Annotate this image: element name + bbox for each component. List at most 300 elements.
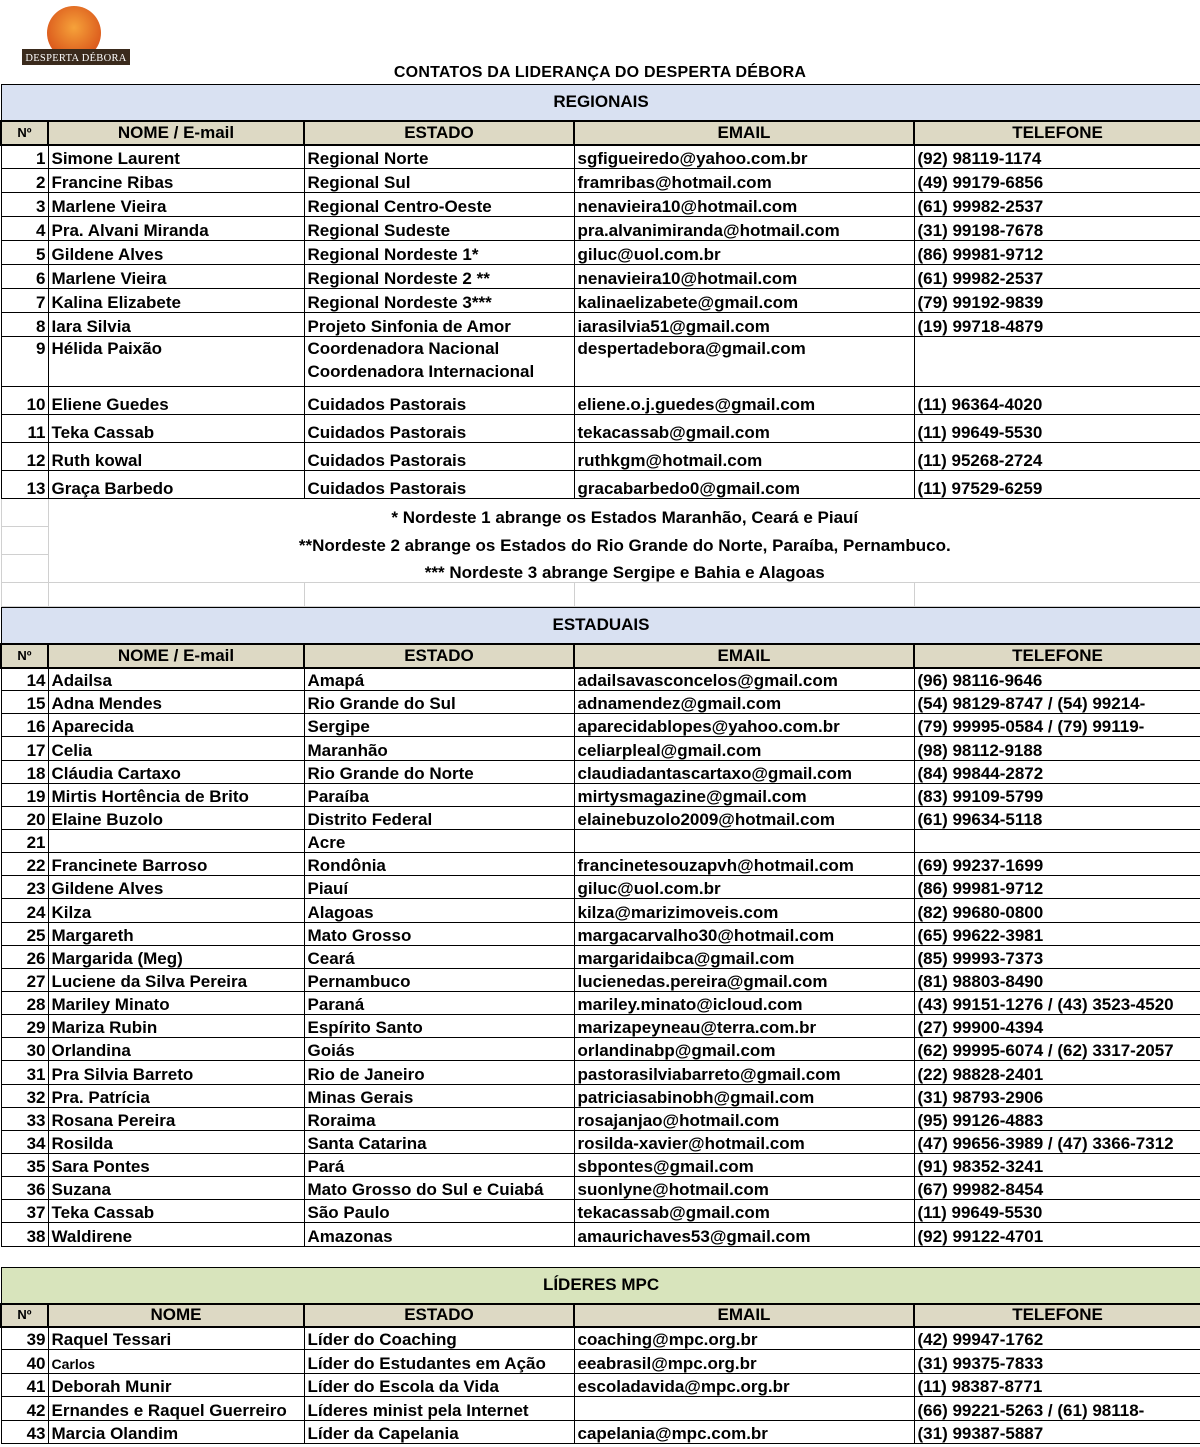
contact-telefone: (84) 99844-2872 xyxy=(914,760,1200,783)
table-row xyxy=(1,783,1200,806)
contact-email: adnamendez@gmail.com xyxy=(574,691,914,714)
row-number: 31 xyxy=(1,1061,48,1084)
contact-email: giluc@uol.com.br xyxy=(574,241,914,265)
footnote: * Nordeste 1 abrange os Estados Maranhão, Ceará e Piauí xyxy=(391,507,859,527)
header-email: EMAIL xyxy=(574,1304,914,1327)
contact-name: Margarida (Meg) xyxy=(48,945,304,968)
estado-line-1: Coordenadora Nacional xyxy=(307,339,500,358)
table-row xyxy=(1,1397,1200,1420)
row-number: 15 xyxy=(1,691,48,714)
contact-estado: Paraná xyxy=(304,991,574,1014)
contact-name: Simone Laurent xyxy=(48,145,304,169)
contact-telefone: (27) 99900-4394 xyxy=(914,1015,1200,1038)
contact-estado: Minas Gerais xyxy=(304,1084,574,1107)
contact-email: ruthkgm@hotmail.com xyxy=(574,443,914,471)
header-telefone: TELEFONE xyxy=(914,1304,1200,1327)
note-row xyxy=(1,555,1200,583)
contact-email: tekacassab@gmail.com xyxy=(574,1200,914,1223)
header-estado: ESTADO xyxy=(304,1304,574,1327)
logo-text: DESPERTA DÉBORA xyxy=(25,53,127,64)
table-row xyxy=(1,1130,1200,1153)
contact-estado: Pernambuco xyxy=(304,968,574,991)
contact-email: margacarvalho30@hotmail.com xyxy=(574,922,914,945)
header-num: Nº xyxy=(1,1304,48,1327)
contact-telefone: (86) 99981-9712 xyxy=(914,241,1200,265)
contact-estado: Santa Catarina xyxy=(304,1130,574,1153)
contact-estado: Regional Nordeste 2 ** xyxy=(304,265,574,289)
table-row xyxy=(1,1038,1200,1061)
contact-estado: Regional Nordeste 1* xyxy=(304,241,574,265)
contact-estado: Pará xyxy=(304,1153,574,1176)
row-number: 43 xyxy=(1,1420,48,1443)
header-num: Nº xyxy=(1,644,48,668)
contact-email: eeabrasil@mpc.org.br xyxy=(574,1350,914,1373)
contact-telefone: (54) 98129-8747 / (54) 99214- xyxy=(914,691,1200,714)
contact-telefone: (69) 99237-1699 xyxy=(914,853,1200,876)
contact-name: Pra. Patrícia xyxy=(48,1084,304,1107)
contact-estado: Líder do Escola da Vida xyxy=(304,1373,574,1396)
contact-name: Ruth kowal xyxy=(48,443,304,471)
row-number: 41 xyxy=(1,1373,48,1396)
contact-telefone: (31) 99375-7833 xyxy=(914,1350,1200,1373)
header-telefone: TELEFONE xyxy=(914,121,1200,145)
contact-email: rosilda-xavier@hotmail.com xyxy=(574,1130,914,1153)
note-row xyxy=(1,527,1200,555)
table-row xyxy=(1,1061,1200,1084)
contact-email: nenavieira10@hotmail.com xyxy=(574,193,914,217)
contact-telefone: (19) 99718-4879 xyxy=(914,313,1200,337)
row-number: 9 xyxy=(1,337,48,387)
note-row xyxy=(1,499,1200,527)
contact-email: tekacassab@gmail.com xyxy=(574,415,914,443)
contact-name: Marcia Olandim xyxy=(48,1420,304,1443)
contact-telefone: (61) 99982-2537 xyxy=(914,265,1200,289)
table-row xyxy=(1,691,1200,714)
header-row xyxy=(1,121,1200,145)
contact-estado: Líderes minist pela Internet xyxy=(304,1397,574,1420)
table-row xyxy=(1,876,1200,899)
row-number: 7 xyxy=(1,289,48,313)
contact-email: lucienedas.pereira@gmail.com xyxy=(574,968,914,991)
contact-estado: Regional Norte xyxy=(304,145,574,169)
contact-estado: Distrito Federal xyxy=(304,806,574,829)
contact-estado: Cuidados Pastorais xyxy=(304,443,574,471)
row-number: 19 xyxy=(1,783,48,806)
contact-estado: Maranhão xyxy=(304,737,574,760)
blank-cell xyxy=(574,583,914,607)
contact-email: rosajanjao@hotmail.com xyxy=(574,1107,914,1130)
header-row xyxy=(1,644,1200,668)
blank-cell xyxy=(1,527,48,555)
contact-estado: Ceará xyxy=(304,945,574,968)
contact-email: sbpontes@gmail.com xyxy=(574,1153,914,1176)
contact-name: Margareth xyxy=(48,922,304,945)
contact-email: sgfigueiredo@yahoo.com.br xyxy=(574,145,914,169)
table-row xyxy=(1,1420,1200,1443)
contact-name: Mirtis Hortência de Brito xyxy=(48,783,304,806)
header-email: EMAIL xyxy=(574,644,914,668)
row-number: 14 xyxy=(1,668,48,691)
contact-email: suonlyne@hotmail.com xyxy=(574,1177,914,1200)
contact-estado xyxy=(304,337,574,387)
contact-email: celiarpleal@gmail.com xyxy=(574,737,914,760)
contact-telefone: (96) 98116-9646 xyxy=(914,668,1200,691)
contact-estado: Paraíba xyxy=(304,783,574,806)
contact-name: Francine Ribas xyxy=(48,169,304,193)
contact-estado: Rio Grande do Norte xyxy=(304,760,574,783)
contact-name: Carlos xyxy=(48,1350,304,1373)
contact-telefone: (43) 99151-1276 / (43) 3523-4520 xyxy=(914,991,1200,1014)
row-number: 42 xyxy=(1,1397,48,1420)
blank-cell xyxy=(48,583,304,607)
contact-estado: Mato Grosso do Sul e Cuiabá xyxy=(304,1177,574,1200)
header-estado: ESTADO xyxy=(304,644,574,668)
contact-estado: Projeto Sinfonia de Amor xyxy=(304,313,574,337)
table-row xyxy=(1,415,1200,443)
row-number: 20 xyxy=(1,806,48,829)
row-number: 38 xyxy=(1,1223,48,1246)
contact-estado: Rio de Janeiro xyxy=(304,1061,574,1084)
row-number: 16 xyxy=(1,714,48,737)
contact-estado: Amapá xyxy=(304,668,574,691)
contact-email xyxy=(574,829,914,852)
header-telefone: TELEFONE xyxy=(914,644,1200,668)
row-number: 17 xyxy=(1,737,48,760)
contact-email: iarasilvia51@gmail.com xyxy=(574,313,914,337)
contact-name: Adna Mendes xyxy=(48,691,304,714)
contact-estado: Goiás xyxy=(304,1038,574,1061)
contact-telefone: (11) 97529-6259 xyxy=(914,471,1200,499)
contact-estado: Cuidados Pastorais xyxy=(304,387,574,415)
contact-telefone: (95) 99126-4883 xyxy=(914,1107,1200,1130)
contact-telefone xyxy=(914,337,1200,387)
contact-estado: Regional Sul xyxy=(304,169,574,193)
contact-name: Marlene Vieira xyxy=(48,193,304,217)
contact-estado: Regional Sudeste xyxy=(304,217,574,241)
contact-telefone: (86) 99981-9712 xyxy=(914,876,1200,899)
table-row xyxy=(1,1015,1200,1038)
contact-estado: Regional Centro-Oeste xyxy=(304,193,574,217)
contact-email: patriciasabinobh@gmail.com xyxy=(574,1084,914,1107)
table-row xyxy=(1,289,1200,313)
section-estaduais xyxy=(1,608,1200,644)
contact-name: Teka Cassab xyxy=(48,1200,304,1223)
contact-telefone: (79) 99995-0584 / (79) 99119- xyxy=(914,714,1200,737)
contact-name: Raquel Tessari xyxy=(48,1327,304,1350)
contact-email: eliene.o.j.guedes@gmail.com xyxy=(574,387,914,415)
contact-name: Pra Silvia Barreto xyxy=(48,1061,304,1084)
contact-email: pra.alvanimiranda@hotmail.com xyxy=(574,217,914,241)
contact-email: nenavieira10@hotmail.com xyxy=(574,265,914,289)
contact-name: Cláudia Cartaxo xyxy=(48,760,304,783)
contact-telefone: (11) 96364-4020 xyxy=(914,387,1200,415)
contact-name: Mariley Minato xyxy=(48,991,304,1014)
table-row xyxy=(1,991,1200,1014)
table-row xyxy=(1,145,1200,169)
header-name: NOME xyxy=(48,1304,304,1327)
contact-estado: Espírito Santo xyxy=(304,1015,574,1038)
contact-name: Rosilda xyxy=(48,1130,304,1153)
contact-telefone: (11) 99649-5530 xyxy=(914,1200,1200,1223)
row-number: 1 xyxy=(1,145,48,169)
contact-estado: Líder da Capelania xyxy=(304,1420,574,1443)
contact-telefone: (31) 98793-2906 xyxy=(914,1084,1200,1107)
row-number: 4 xyxy=(1,217,48,241)
blank-cell xyxy=(914,583,1200,607)
footnote: *** Nordeste 3 abrange Sergipe e Bahia e Alagoas xyxy=(424,563,825,582)
contact-name: Francinete Barroso xyxy=(48,853,304,876)
header-email: EMAIL xyxy=(574,121,914,145)
contact-name xyxy=(48,829,304,852)
table-row xyxy=(1,922,1200,945)
contact-estado: São Paulo xyxy=(304,1200,574,1223)
contact-email: framribas@hotmail.com xyxy=(574,169,914,193)
row-number: 26 xyxy=(1,945,48,968)
table-row xyxy=(1,337,1200,387)
row-number: 2 xyxy=(1,169,48,193)
contact-estado: Líder do Coaching xyxy=(304,1327,574,1350)
contact-name: Kalina Elizabete xyxy=(48,289,304,313)
contact-name: Rosana Pereira xyxy=(48,1107,304,1130)
table-row xyxy=(1,1200,1200,1223)
contact-email: mirtysmagazine@gmail.com xyxy=(574,783,914,806)
header-name: NOME / E-mail xyxy=(48,644,304,668)
contact-name: Eliene Guedes xyxy=(48,387,304,415)
row-number: 33 xyxy=(1,1107,48,1130)
row-number: 12 xyxy=(1,443,48,471)
row-number: 30 xyxy=(1,1038,48,1061)
contact-email: pastorasilviabarreto@gmail.com xyxy=(574,1061,914,1084)
row-number: 5 xyxy=(1,241,48,265)
table-row xyxy=(1,1107,1200,1130)
contact-email: orlandinabp@gmail.com xyxy=(574,1038,914,1061)
contact-telefone: (92) 99122-4701 xyxy=(914,1223,1200,1246)
contact-name: Hélida Paixão xyxy=(48,337,304,387)
estado-line-2: Coordenadora Internacional xyxy=(307,362,535,381)
section-title: ESTADUAIS xyxy=(1,608,1200,644)
row-number: 21 xyxy=(1,829,48,852)
contact-telefone: (31) 99198-7678 xyxy=(914,217,1200,241)
table-row xyxy=(1,945,1200,968)
blank-cell xyxy=(1,499,48,527)
contact-telefone: (98) 98112-9188 xyxy=(914,737,1200,760)
contact-telefone: (47) 99656-3989 / (47) 3366-7312 xyxy=(914,1130,1200,1153)
contact-email: despertadebora@gmail.com xyxy=(574,337,914,387)
row-number: 10 xyxy=(1,387,48,415)
contact-name: Gildene Alves xyxy=(48,241,304,265)
contact-estado: Sergipe xyxy=(304,714,574,737)
contact-telefone: (92) 98119-1174 xyxy=(914,145,1200,169)
row-number: 27 xyxy=(1,968,48,991)
contact-name: Marlene Vieira xyxy=(48,265,304,289)
table-row xyxy=(1,1327,1200,1350)
contact-estado: Alagoas xyxy=(304,899,574,922)
contact-telefone: (61) 99982-2537 xyxy=(914,193,1200,217)
contact-estado: Piauí xyxy=(304,876,574,899)
contact-telefone: (65) 99622-3981 xyxy=(914,922,1200,945)
contact-email: margaridaibca@gmail.com xyxy=(574,945,914,968)
section-regionais xyxy=(1,85,1200,121)
row-number: 11 xyxy=(1,415,48,443)
contact-email: gracabarbedo0@gmail.com xyxy=(574,471,914,499)
contact-email: kilza@marizimoveis.com xyxy=(574,899,914,922)
contact-email: coaching@mpc.org.br xyxy=(574,1327,914,1350)
contact-name: Kilza xyxy=(48,899,304,922)
blank-cell xyxy=(1,583,48,607)
contact-name: Deborah Munir xyxy=(48,1373,304,1396)
document-title: CONTATOS DA LIDERANÇA DO DESPERTA DÉBORA xyxy=(393,64,807,81)
row-number: 36 xyxy=(1,1177,48,1200)
row-number: 13 xyxy=(1,471,48,499)
contact-email: giluc@uol.com.br xyxy=(574,876,914,899)
contact-name: Celia xyxy=(48,737,304,760)
contact-telefone: (82) 99680-0800 xyxy=(914,899,1200,922)
lideres-mpc-table xyxy=(0,1267,1200,1444)
contact-telefone: (11) 95268-2724 xyxy=(914,443,1200,471)
table-row xyxy=(1,1373,1200,1396)
table-row xyxy=(1,899,1200,922)
table-row xyxy=(1,829,1200,852)
row-number: 29 xyxy=(1,1015,48,1038)
contact-name: Teka Cassab xyxy=(48,415,304,443)
contact-telefone: (11) 98387-8771 xyxy=(914,1373,1200,1396)
contact-email: aparecidablopes@yahoo.com.br xyxy=(574,714,914,737)
row-number: 23 xyxy=(1,876,48,899)
contact-telefone: (42) 99947-1762 xyxy=(914,1327,1200,1350)
table-row xyxy=(1,1177,1200,1200)
table-row xyxy=(1,265,1200,289)
blank-cell xyxy=(304,583,574,607)
contact-estado: Rio Grande do Sul xyxy=(304,691,574,714)
row-number: 28 xyxy=(1,991,48,1014)
contact-estado: Rondônia xyxy=(304,853,574,876)
contact-telefone: (11) 99649-5530 xyxy=(914,415,1200,443)
row-number: 24 xyxy=(1,899,48,922)
contact-name: Ernandes e Raquel Guerreiro xyxy=(48,1397,304,1420)
contact-email: capelania@mpc.com.br xyxy=(574,1420,914,1443)
contact-estado: Cuidados Pastorais xyxy=(304,471,574,499)
contact-estado: Líder do Estudantes em Ação xyxy=(304,1350,574,1373)
contact-name: Orlandina xyxy=(48,1038,304,1061)
table-row xyxy=(1,443,1200,471)
desperta-debora-logo xyxy=(22,5,130,67)
row-number: 22 xyxy=(1,853,48,876)
contact-name: Iara Silvia xyxy=(48,313,304,337)
table-row xyxy=(1,806,1200,829)
regionais-table xyxy=(0,84,1200,607)
contact-estado: Amazonas xyxy=(304,1223,574,1246)
row-number: 8 xyxy=(1,313,48,337)
table-row xyxy=(1,714,1200,737)
row-number: 37 xyxy=(1,1200,48,1223)
contact-estado: Cuidados Pastorais xyxy=(304,415,574,443)
row-number: 35 xyxy=(1,1153,48,1176)
contact-name: Sara Pontes xyxy=(48,1153,304,1176)
contact-email: francinetesouzapvh@hotmail.com xyxy=(574,853,914,876)
contact-email: elainebuzolo2009@hotmail.com xyxy=(574,806,914,829)
contact-email: adailsavasconcelos@gmail.com xyxy=(574,668,914,691)
contact-telefone xyxy=(914,829,1200,852)
table-row xyxy=(1,853,1200,876)
row-number: 34 xyxy=(1,1130,48,1153)
contact-telefone: (91) 98352-3241 xyxy=(914,1153,1200,1176)
table-row xyxy=(1,1084,1200,1107)
table-row xyxy=(1,241,1200,265)
row-number: 25 xyxy=(1,922,48,945)
contact-email: mariley.minato@icloud.com xyxy=(574,991,914,1014)
row-number: 32 xyxy=(1,1084,48,1107)
table-row xyxy=(1,313,1200,337)
contact-name: Waldirene xyxy=(48,1223,304,1246)
table-row xyxy=(1,1223,1200,1246)
contact-email: claudiadantascartaxo@gmail.com xyxy=(574,760,914,783)
contact-telefone: (79) 99192-9839 xyxy=(914,289,1200,313)
table-row xyxy=(1,169,1200,193)
contact-estado: Acre xyxy=(304,829,574,852)
header-row xyxy=(1,1304,1200,1327)
contact-telefone: (83) 99109-5799 xyxy=(914,783,1200,806)
contact-name: Luciene da Silva Pereira xyxy=(48,968,304,991)
contact-email: kalinaelizabete@gmail.com xyxy=(574,289,914,313)
contact-name: Adailsa xyxy=(48,668,304,691)
contact-email xyxy=(574,1397,914,1420)
header-num: Nº xyxy=(1,121,48,145)
contact-name: Elaine Buzolo xyxy=(48,806,304,829)
table-row xyxy=(1,968,1200,991)
section-title: REGIONAIS xyxy=(1,85,1200,121)
estaduais-table xyxy=(0,607,1200,1247)
table-row xyxy=(1,760,1200,783)
contact-email: marizapeyneau@terra.com.br xyxy=(574,1015,914,1038)
header-name: NOME / E-mail xyxy=(48,121,304,145)
contact-telefone: (85) 99993-7373 xyxy=(914,945,1200,968)
footnote: **Nordeste 2 abrange os Estados do Rio Grande do Norte, Paraíba, Pernambuco. xyxy=(298,535,951,555)
blank-cell xyxy=(1,555,48,583)
contact-name: Pra. Alvani Miranda xyxy=(48,217,304,241)
section-title: LÍDERES MPC xyxy=(1,1268,1200,1304)
table-row xyxy=(1,193,1200,217)
table-row xyxy=(1,1350,1200,1373)
table-row xyxy=(1,387,1200,415)
row-number: 40 xyxy=(1,1350,48,1373)
contact-email: amaurichaves53@gmail.com xyxy=(574,1223,914,1246)
contact-telefone: (22) 98828-2401 xyxy=(914,1061,1200,1084)
contact-name: Graça Barbedo xyxy=(48,471,304,499)
table-row xyxy=(1,471,1200,499)
table-row xyxy=(1,1153,1200,1176)
section-lideres-mpc xyxy=(1,1268,1200,1304)
contact-estado: Roraima xyxy=(304,1107,574,1130)
contact-estado: Mato Grosso xyxy=(304,922,574,945)
row-number: 18 xyxy=(1,760,48,783)
row-number: 39 xyxy=(1,1327,48,1350)
row-number: 6 xyxy=(1,265,48,289)
contact-telefone: (31) 99387-5887 xyxy=(914,1420,1200,1443)
contact-name: Mariza Rubin xyxy=(48,1015,304,1038)
contact-telefone: (67) 99982-8454 xyxy=(914,1177,1200,1200)
contact-name: Gildene Alves xyxy=(48,876,304,899)
table-row xyxy=(1,668,1200,691)
contact-estado: Regional Nordeste 3*** xyxy=(304,289,574,313)
contact-telefone: (81) 98803-8490 xyxy=(914,968,1200,991)
blank-row xyxy=(1,583,1200,607)
table-row xyxy=(1,737,1200,760)
contact-name: Aparecida xyxy=(48,714,304,737)
row-number: 3 xyxy=(1,193,48,217)
header-estado: ESTADO xyxy=(304,121,574,145)
contact-telefone: (61) 99634-5118 xyxy=(914,806,1200,829)
contact-telefone: (49) 99179-6856 xyxy=(914,169,1200,193)
